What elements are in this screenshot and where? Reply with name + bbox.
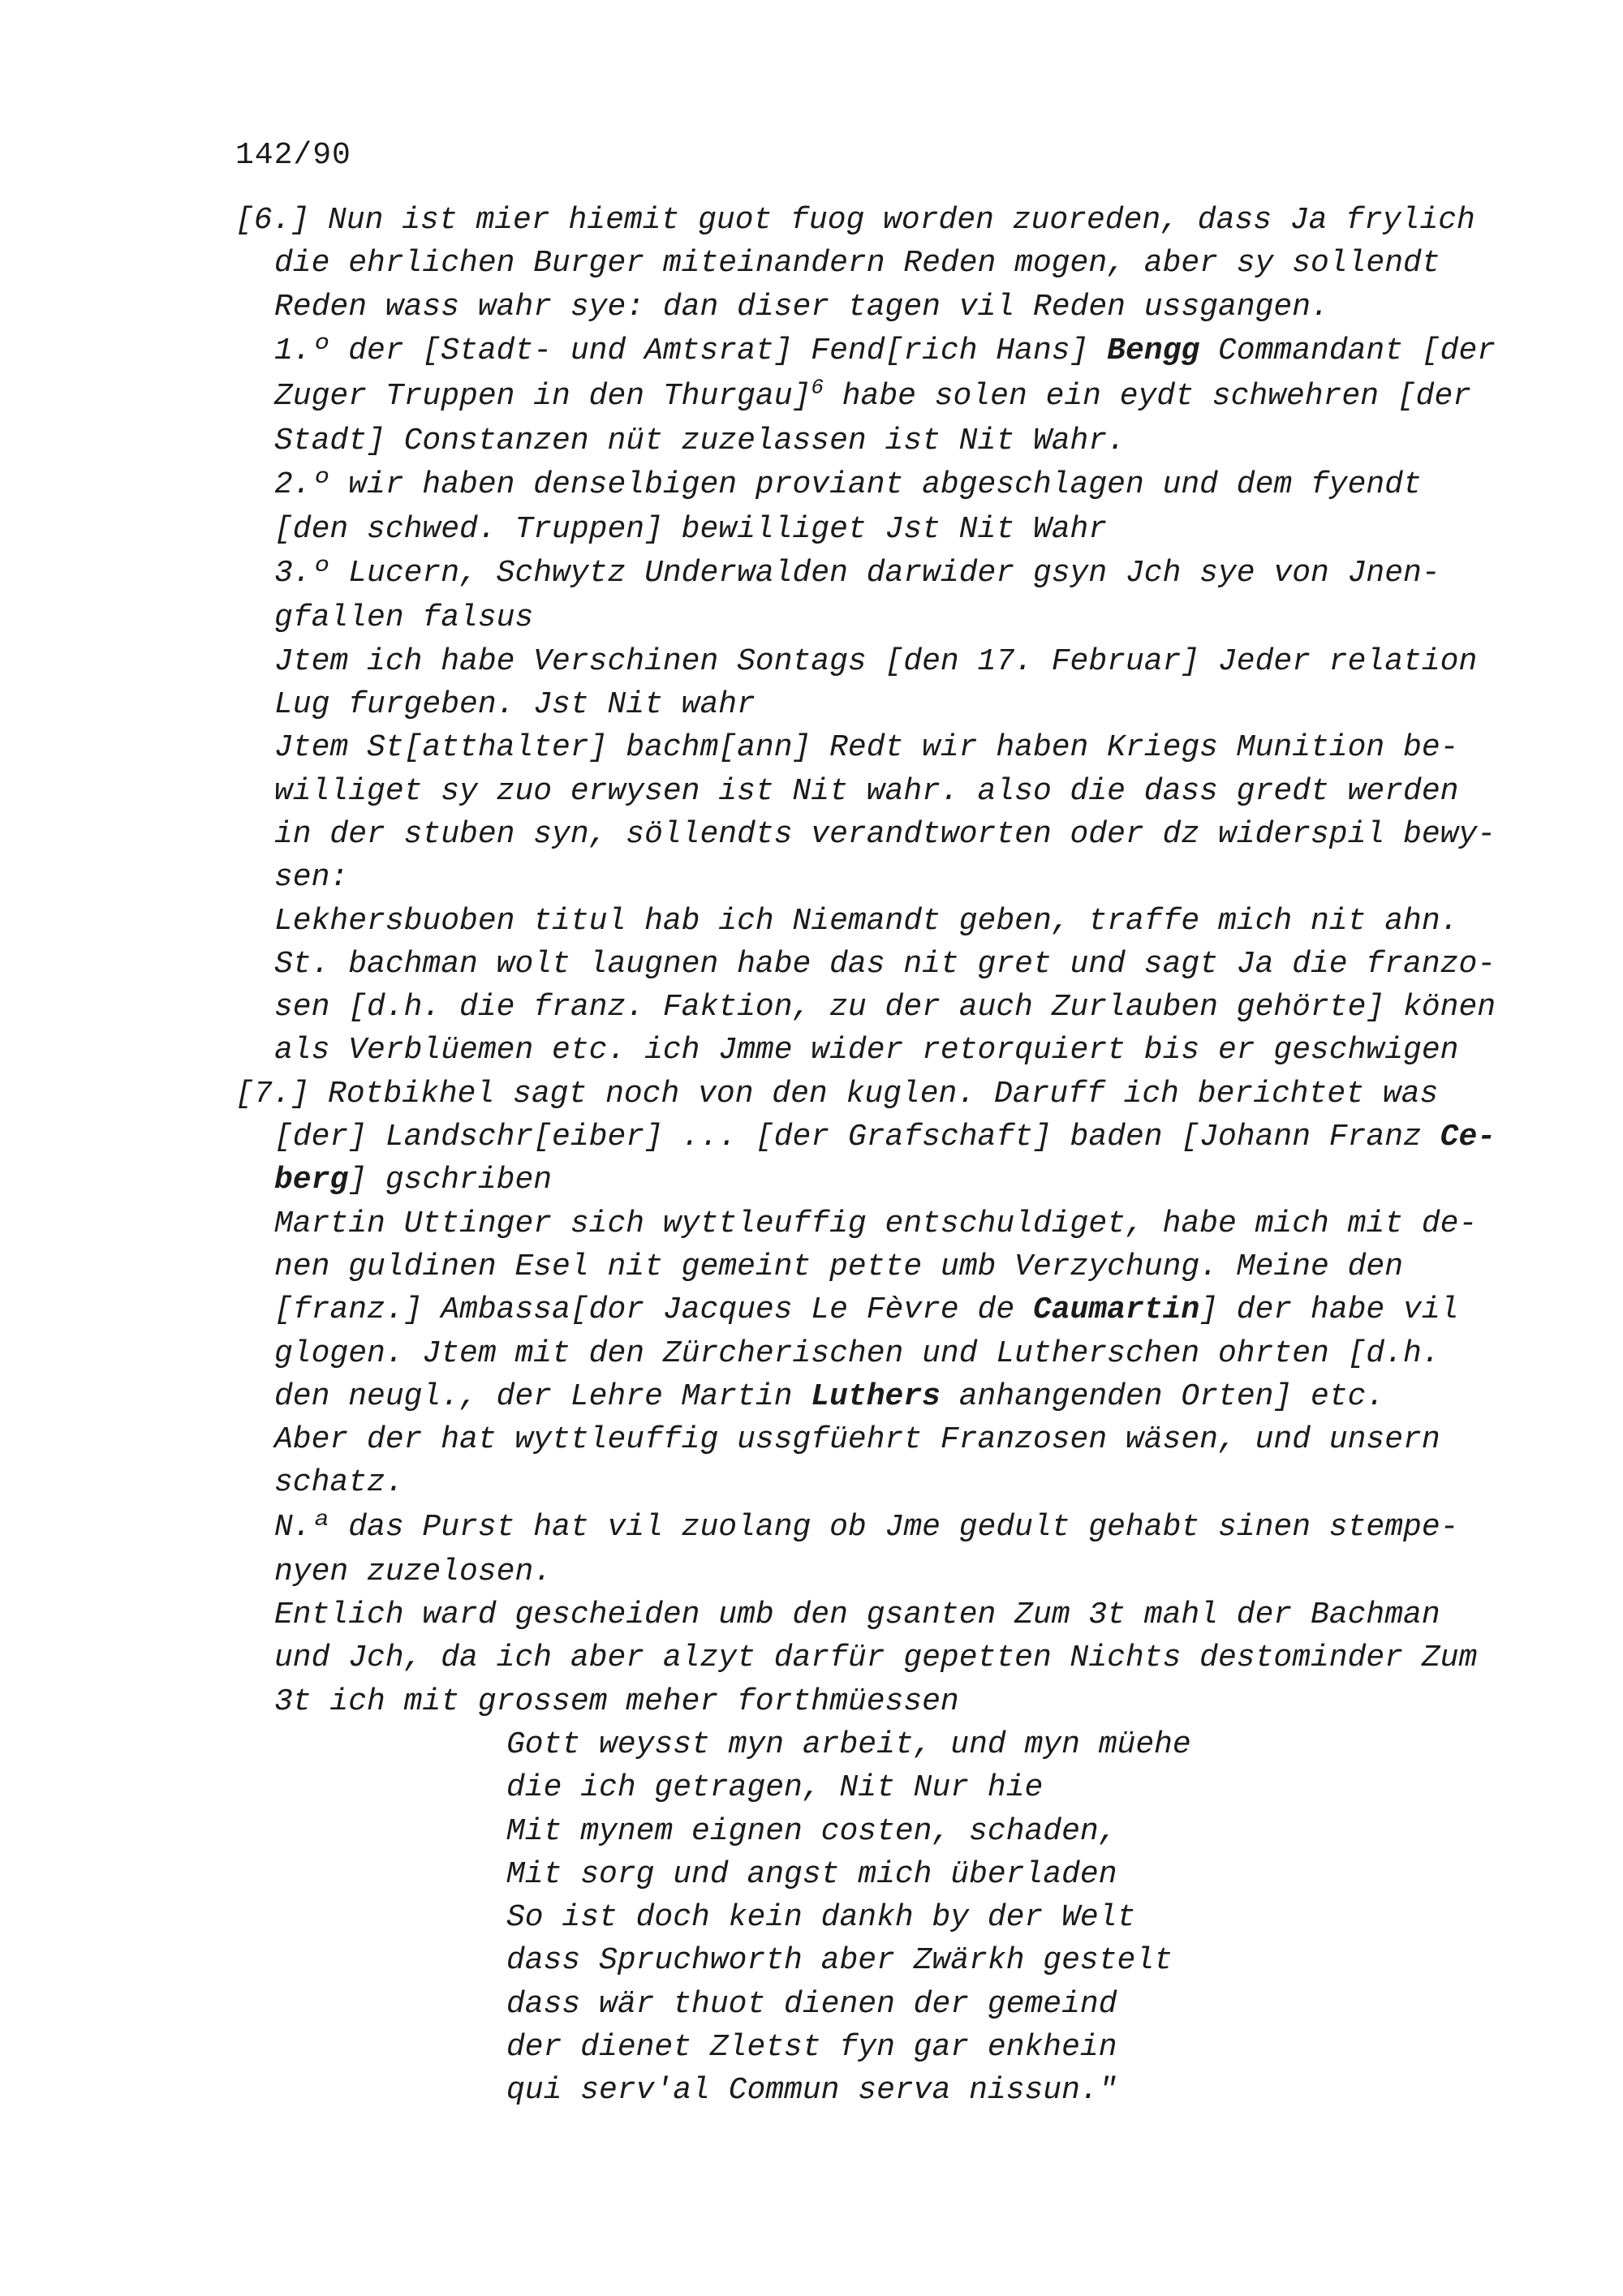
- footnote-marker: 6: [811, 375, 824, 400]
- poem-line: qui serv'al Commun serva nissun.": [506, 2073, 1117, 2109]
- poem-line: der dienet Zletst fyn gar enkhein: [506, 2029, 1117, 2065]
- text-line: [235, 1288, 1485, 1331]
- text-run: [der] Landschr[eiber] ... [der Grafschaft] baden [Johann Franz: [274, 1120, 1440, 1155]
- text-line: 3.º Lucern, Schwytz Underwalden darwider gsyn Jch sye von Jnen-: [274, 556, 1440, 591]
- text-line: St. bachman wolt laugnen habe das nit gret und sagt Ja die franzo-: [274, 946, 1496, 982]
- text-line: nen guldinen Esel nit gemeint pette umb Verzychung. Meine den: [274, 1249, 1404, 1284]
- poem-line: Mit sorg und angst mich überladen: [506, 1856, 1117, 1892]
- text-line: [235, 1116, 1496, 1159]
- text-run: habe solen ein eydt schwehren [der: [823, 378, 1472, 414]
- text-line: in der stuben syn, söllendts verandtworten oder dz widerspil bewy-: [274, 816, 1496, 852]
- poem-line: Mit mynem eignen costen, schaden,: [506, 1813, 1117, 1849]
- text-line: glogen. Jtem mit den Zürcherischen und Lutherschen ohrten [d.h.: [274, 1335, 1440, 1371]
- page-number: 142/90: [235, 138, 351, 173]
- poem-line: dass wär thuot dienen der gemeind: [506, 1986, 1117, 2022]
- surname-emphasis: Caumartin: [1032, 1292, 1200, 1328]
- text-run: ] der habe vil: [1199, 1292, 1459, 1328]
- transcription-body: [235, 199, 1496, 2113]
- text-line: [235, 1159, 1485, 1202]
- text-run: Commandant [der: [1199, 333, 1496, 368]
- text-line: Lekhersbuoben titul hab ich Niemandt geben, traffe mich nit ahn.: [274, 903, 1459, 939]
- text-line: Jtem ich habe Verschinen Sontags [den 17. Februar] Jeder relation: [274, 643, 1478, 679]
- text-line: Stadt] Constanzen nüt zuzelassen ist Nit Wahr.: [274, 423, 1126, 458]
- text-line: gfallen falsus: [274, 600, 534, 636]
- text-line: N.ª das Purst hat vil zuolang ob Jme gedult gehabt sinen stempe-: [274, 1509, 1459, 1545]
- text-line: [7.] Rotbikhel sagt noch von den kuglen. Daruff ich berichtet was: [235, 1076, 1439, 1111]
- text-run: 1.º der [Stadt- und Amtsrat] Fend[rich Hans]: [274, 333, 1108, 368]
- text-line: [6.] Nun ist mier hiemit guot fuog worden zuoreden, dass Ja frylich: [235, 203, 1475, 238]
- text-run: [franz.] Ambassa[dor Jacques Le Fèvre de: [274, 1292, 1033, 1328]
- text-run: anhangenden Orten] etc.: [940, 1378, 1385, 1414]
- poem-line: die ich getragen, Nit Nur hie: [506, 1770, 1044, 1806]
- poem-line: dass Spruchworth aber Zwärkh gestelt: [506, 1943, 1173, 1979]
- surname-emphasis: Luthers: [811, 1378, 941, 1414]
- text-line: sen [d.h. die franz. Faktion, zu der auch Zurlauben gehörte] könen: [274, 990, 1496, 1025]
- text-line: [235, 1375, 1485, 1418]
- text-line: [235, 329, 1496, 374]
- text-line: Martin Uttinger sich wyttleuffig entschuldiget, habe mich mit de-: [274, 1206, 1478, 1241]
- text-line: und Jch, da ich aber alzyt darfür gepetten Nichts destominder Zum: [274, 1640, 1478, 1676]
- text-line: Lug furgeben. Jst Nit wahr: [274, 687, 756, 723]
- poem-line: So ist doch kein dankh by der Welt: [506, 1900, 1136, 1936]
- text-line: nyen zuzelosen.: [274, 1554, 553, 1589]
- text-line: sen:: [274, 860, 349, 896]
- poem-line: Gott weysst myn arbeit, und myn müehe: [506, 1726, 1191, 1762]
- text-line: als Verblüemen etc. ich Jmme wider retorquiert bis er geschwigen: [274, 1033, 1459, 1068]
- surname-emphasis: Ce-: [1440, 1120, 1496, 1155]
- text-line: Aber der hat wyttleuffig ussgfüehrt Franzosen wäsen, und unsern: [274, 1422, 1440, 1458]
- text-line: schatz.: [274, 1465, 404, 1501]
- text-line: [den schwed. Truppen] bewilliget Jst Nit Wahr: [274, 512, 1108, 548]
- text-line: [235, 374, 1485, 419]
- text-run: den neugl., der Lehre Martin: [274, 1378, 812, 1414]
- surname-emphasis: berg: [274, 1163, 349, 1198]
- text-line: die ehrlichen Burger miteinandern Reden mogen, aber sy sollendt: [274, 246, 1440, 282]
- text-line: williget sy zuo erwysen ist Nit wahr. also die dass gredt werden: [274, 773, 1459, 809]
- text-line: Reden wass wahr sye: dan diser tagen vil Reden ussgangen.: [274, 289, 1329, 325]
- surname-emphasis: Bengg: [1107, 333, 1200, 368]
- text-line: 2.º wir haben denselbigen proviant abgeschlagen und dem fyendt: [274, 467, 1422, 503]
- text-run: ] gschriben: [348, 1163, 553, 1198]
- text-run: Zuger Truppen in den Thurgau]: [274, 378, 812, 414]
- text-line: Entlich ward gescheiden umb den gsanten Zum 3t mahl der Bachman: [274, 1597, 1440, 1633]
- text-line: Jtem St[atthalter] bachm[ann] Redt wir haben Kriegs Munition be-: [274, 730, 1459, 766]
- text-line: 3t ich mit grossem meher forthmüessen: [274, 1683, 959, 1719]
